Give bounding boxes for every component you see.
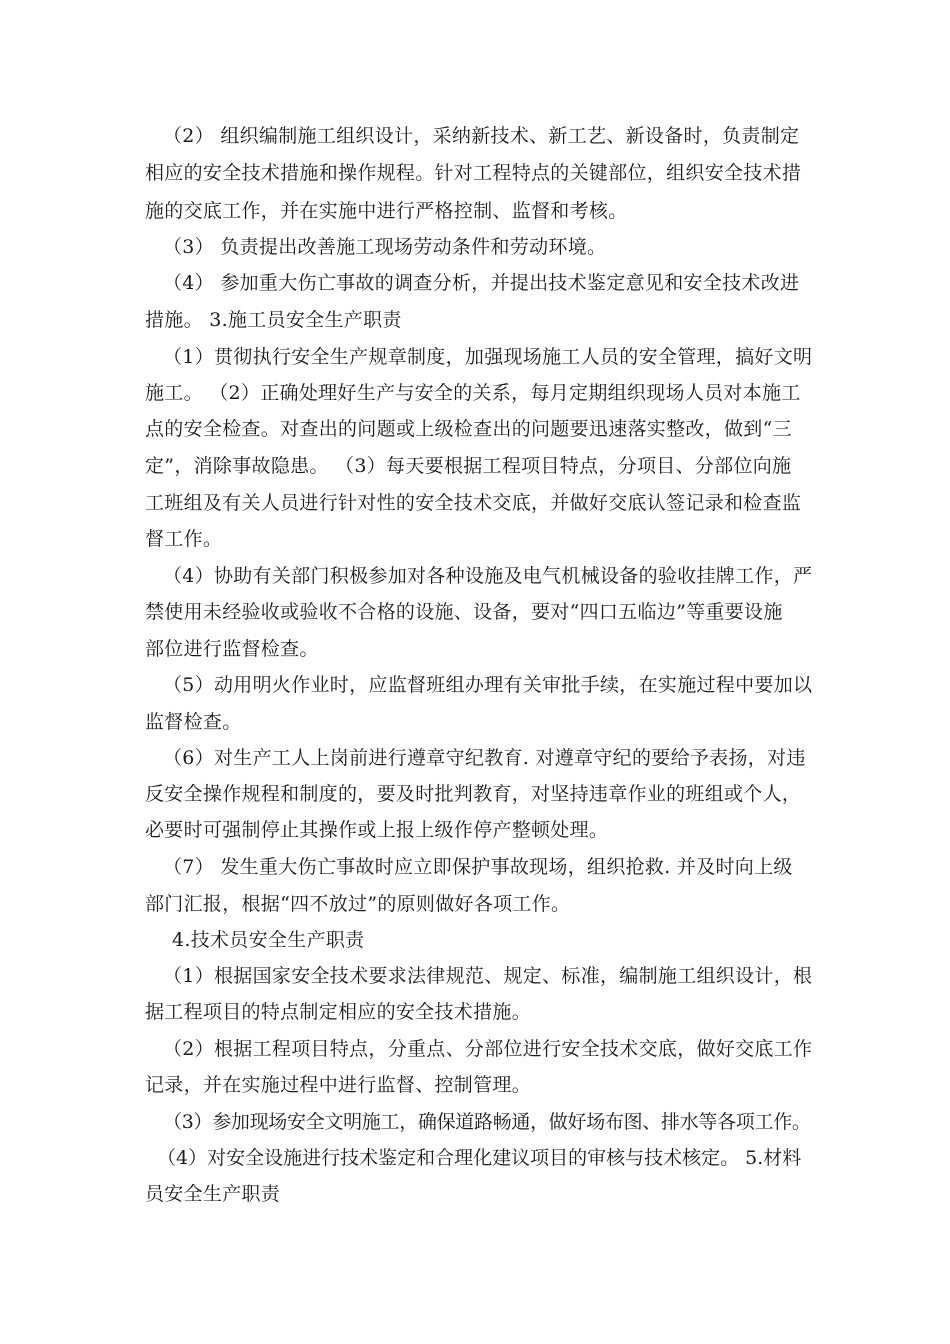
text-line: 部位进行监督检查。	[145, 638, 319, 660]
text-line: （2） 组织编制施工组织设计，采纳新技术、新工艺、新设备时，负责制定	[163, 125, 800, 147]
text-line: 部门汇报，根据“四不放过”的原则做好各项工作。	[145, 893, 571, 915]
text-line: （5）动用明火作业时，应监督班组办理有关审批手续，在实施过程中要加以	[163, 674, 813, 696]
text-line: （4） 参加重大伤亡事故的调查分析，并提出技术鉴定意见和安全技术改进	[163, 272, 800, 294]
text-line: 定”，消除事故隐患。 （3）每天要根据工程项目特点，分项目、分部位向施	[145, 455, 792, 477]
text-line: （1）根据国家安全技术要求法律规范、规定、标准，编制施工组织设计，根	[163, 965, 813, 987]
text-line: （3）参加现场安全文明施工，确保道路畅通，做好场布图、排水等各项工作。	[163, 1111, 811, 1133]
text-line: （6）对生产工人上岗前进行遵章守纪教育. 对遵章守纪的要给予表扬，对违	[163, 747, 806, 769]
text-line: （4）协助有关部门积极参加对各种设施及电气机械设备的验收挂牌工作，严	[163, 565, 813, 587]
text-line: 工班组及有关人员进行针对性的安全技术交底，并做好交底认签记录和检查监	[145, 492, 802, 514]
text-line: 员安全生产职责	[145, 1183, 281, 1205]
text-line: （1）贯彻执行安全生产规章制度，加强现场施工人员的安全管理，搞好文明	[163, 346, 813, 368]
text-line: 施的交底工作，并在实施中进行严格控制、监督和考核。	[145, 200, 628, 222]
text-line: 施工。 （2）正确处理好生产与安全的关系，每月定期组织现场人员对本施工	[145, 382, 801, 404]
text-line: 必要时可强制停止其操作或上报上级作停产整顿处理。	[145, 819, 609, 841]
text-line: （3） 负责提出改善施工现场劳动条件和劳动环境。	[163, 236, 607, 258]
text-line: 记录，并在实施过程中进行监督、控制管理。	[145, 1074, 532, 1096]
section-heading: 4.技术员安全生产职责	[172, 929, 365, 951]
text-line: 相应的安全技术措施和操作规程。针对工程特点的关键部位，组织安全技术措	[145, 162, 802, 184]
text-line: 措施。 3.施工员安全生产职责	[145, 309, 402, 331]
text-line: 督工作。	[145, 528, 223, 550]
text-line: 据工程项目的特点制定相应的安全技术措施。	[145, 1001, 532, 1023]
text-line: 监督检查。	[145, 711, 242, 733]
text-line: （2）根据工程项目特点，分重点、分部位进行安全技术交底，做好交底工作	[163, 1038, 813, 1060]
text-line: （7） 发生重大伤亡事故时应立即保护事故现场，组织抢救. 并及时向上级	[163, 856, 793, 878]
text-line: 反安全操作规程和制度的，要及时批判教育，对坚持违章作业的班组或个人，	[145, 783, 802, 805]
text-line: （4）对安全设施进行技术鉴定和合理化建议项目的审核与技术核定。 5.材料	[157, 1147, 802, 1169]
text-line: 禁使用未经验收或验收不合格的设施、设备，要对“四口五临边”等重要设施	[145, 601, 783, 623]
text-line: 点的安全检查。对查出的问题或上级检查出的问题要迅速落实整改，做到“三	[145, 418, 792, 440]
